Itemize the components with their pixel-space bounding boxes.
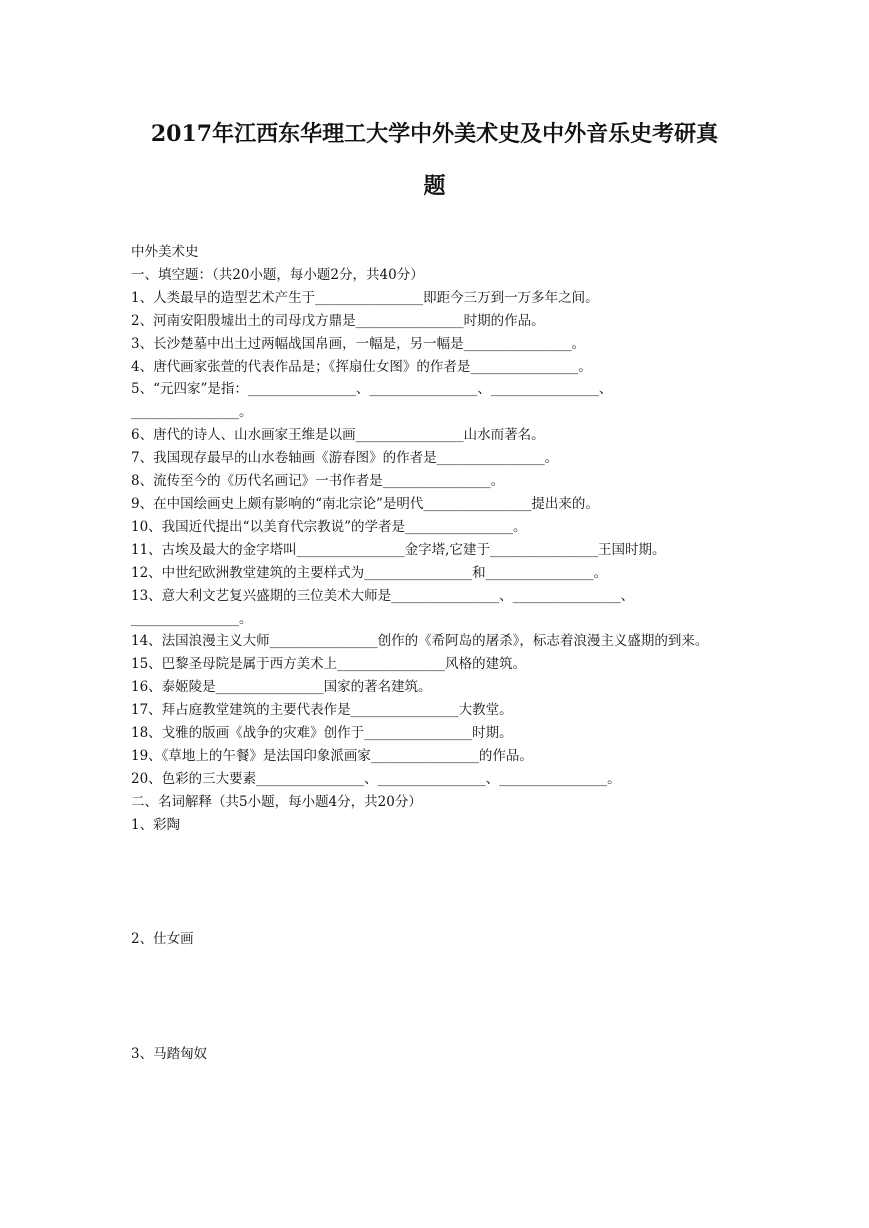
term-item: 1、彩陶 <box>131 816 181 833</box>
question-line: 20、色彩的三大要素________________、________________、________________。 <box>131 770 621 787</box>
question-line: 8、流传至今的《历代名画记》一书作者是________________。 <box>131 473 505 490</box>
answer-space <box>131 837 741 928</box>
term-item: 2、仕女画 <box>131 930 194 947</box>
document-title <box>100 108 769 212</box>
question-line: 1、人类最早的造型艺术产生于________________即距今三万到一万多年之间。 <box>131 289 599 306</box>
question-line: 3、长沙楚墓中出土过两幅战国帛画，一幅是，另一幅是________________。 <box>131 335 586 352</box>
question-line: 18、戈雅的版画《战争的灾难》创作于________________时期。 <box>131 725 513 742</box>
part-heading: 二、名词解释（共5小题，每小题4分，共20分） <box>131 793 422 810</box>
question-line: 9、在中国绘画史上颇有影响的“南北宗论”是明代________________提出来的。 <box>131 495 599 512</box>
question-line: 7、我国现存最早的山水卷轴画《游春图》的作者是________________。 <box>131 450 559 467</box>
title-line-2: 题 <box>423 173 446 199</box>
question-line: 17、拜占庭教堂建筑的主要代表作是________________大教堂。 <box>131 702 513 719</box>
part-heading: 一、填空题：（共20小题，每小题2分，共40分） <box>131 266 424 283</box>
question-line: 14、法国浪漫主义大师________________创作的《希阿岛的屠杀》，标志着浪漫主义盛期的到来。 <box>131 633 709 650</box>
question-line: 6、唐代的诗人、山水画家王维是以画________________山水而著名。 <box>131 427 545 444</box>
question-line-continued: ________________。 <box>131 404 253 421</box>
question-line: 5、“元四家”是指：________________、________________、________________、 <box>131 381 613 398</box>
term-item: 3、马踏匈奴 <box>131 1046 208 1063</box>
question-line: 16、泰姬陵是________________国家的著名建筑。 <box>131 679 432 696</box>
question-line: 4、唐代画家张萱的代表作品是；《挥扇仕女图》的作者是________________。 <box>131 358 592 375</box>
document-body <box>131 241 741 1066</box>
question-line: 19、《草地上的午餐》是法国印象派画家________________的作品。 <box>131 747 533 764</box>
question-line-continued: ________________。 <box>131 610 253 627</box>
question-line: 13、意大利文艺复兴盛期的三位美术大师是________________、________________、 <box>131 587 635 604</box>
question-line: 11、古埃及最大的金字塔叫________________金字塔,它建于________________王国时期。 <box>131 541 666 558</box>
title-line-1: 2017年江西东华理工大学中外美术史及中外音乐史考研真 <box>150 121 719 147</box>
answer-space <box>131 950 741 1043</box>
question-line: 15、巴黎圣母院是属于西方美术上________________风格的建筑。 <box>131 656 527 673</box>
section-heading: 中外美术史 <box>131 244 199 260</box>
question-line: 10、我国近代提出“以美育代宗教说”的学者是________________。 <box>131 518 527 535</box>
question-line: 12、中世纪欧洲教堂建筑的主要样式为________________和________________。 <box>131 564 608 581</box>
question-line: 2、河南安阳殷墟出土的司母戊方鼎是________________时期的作品。 <box>131 312 545 329</box>
